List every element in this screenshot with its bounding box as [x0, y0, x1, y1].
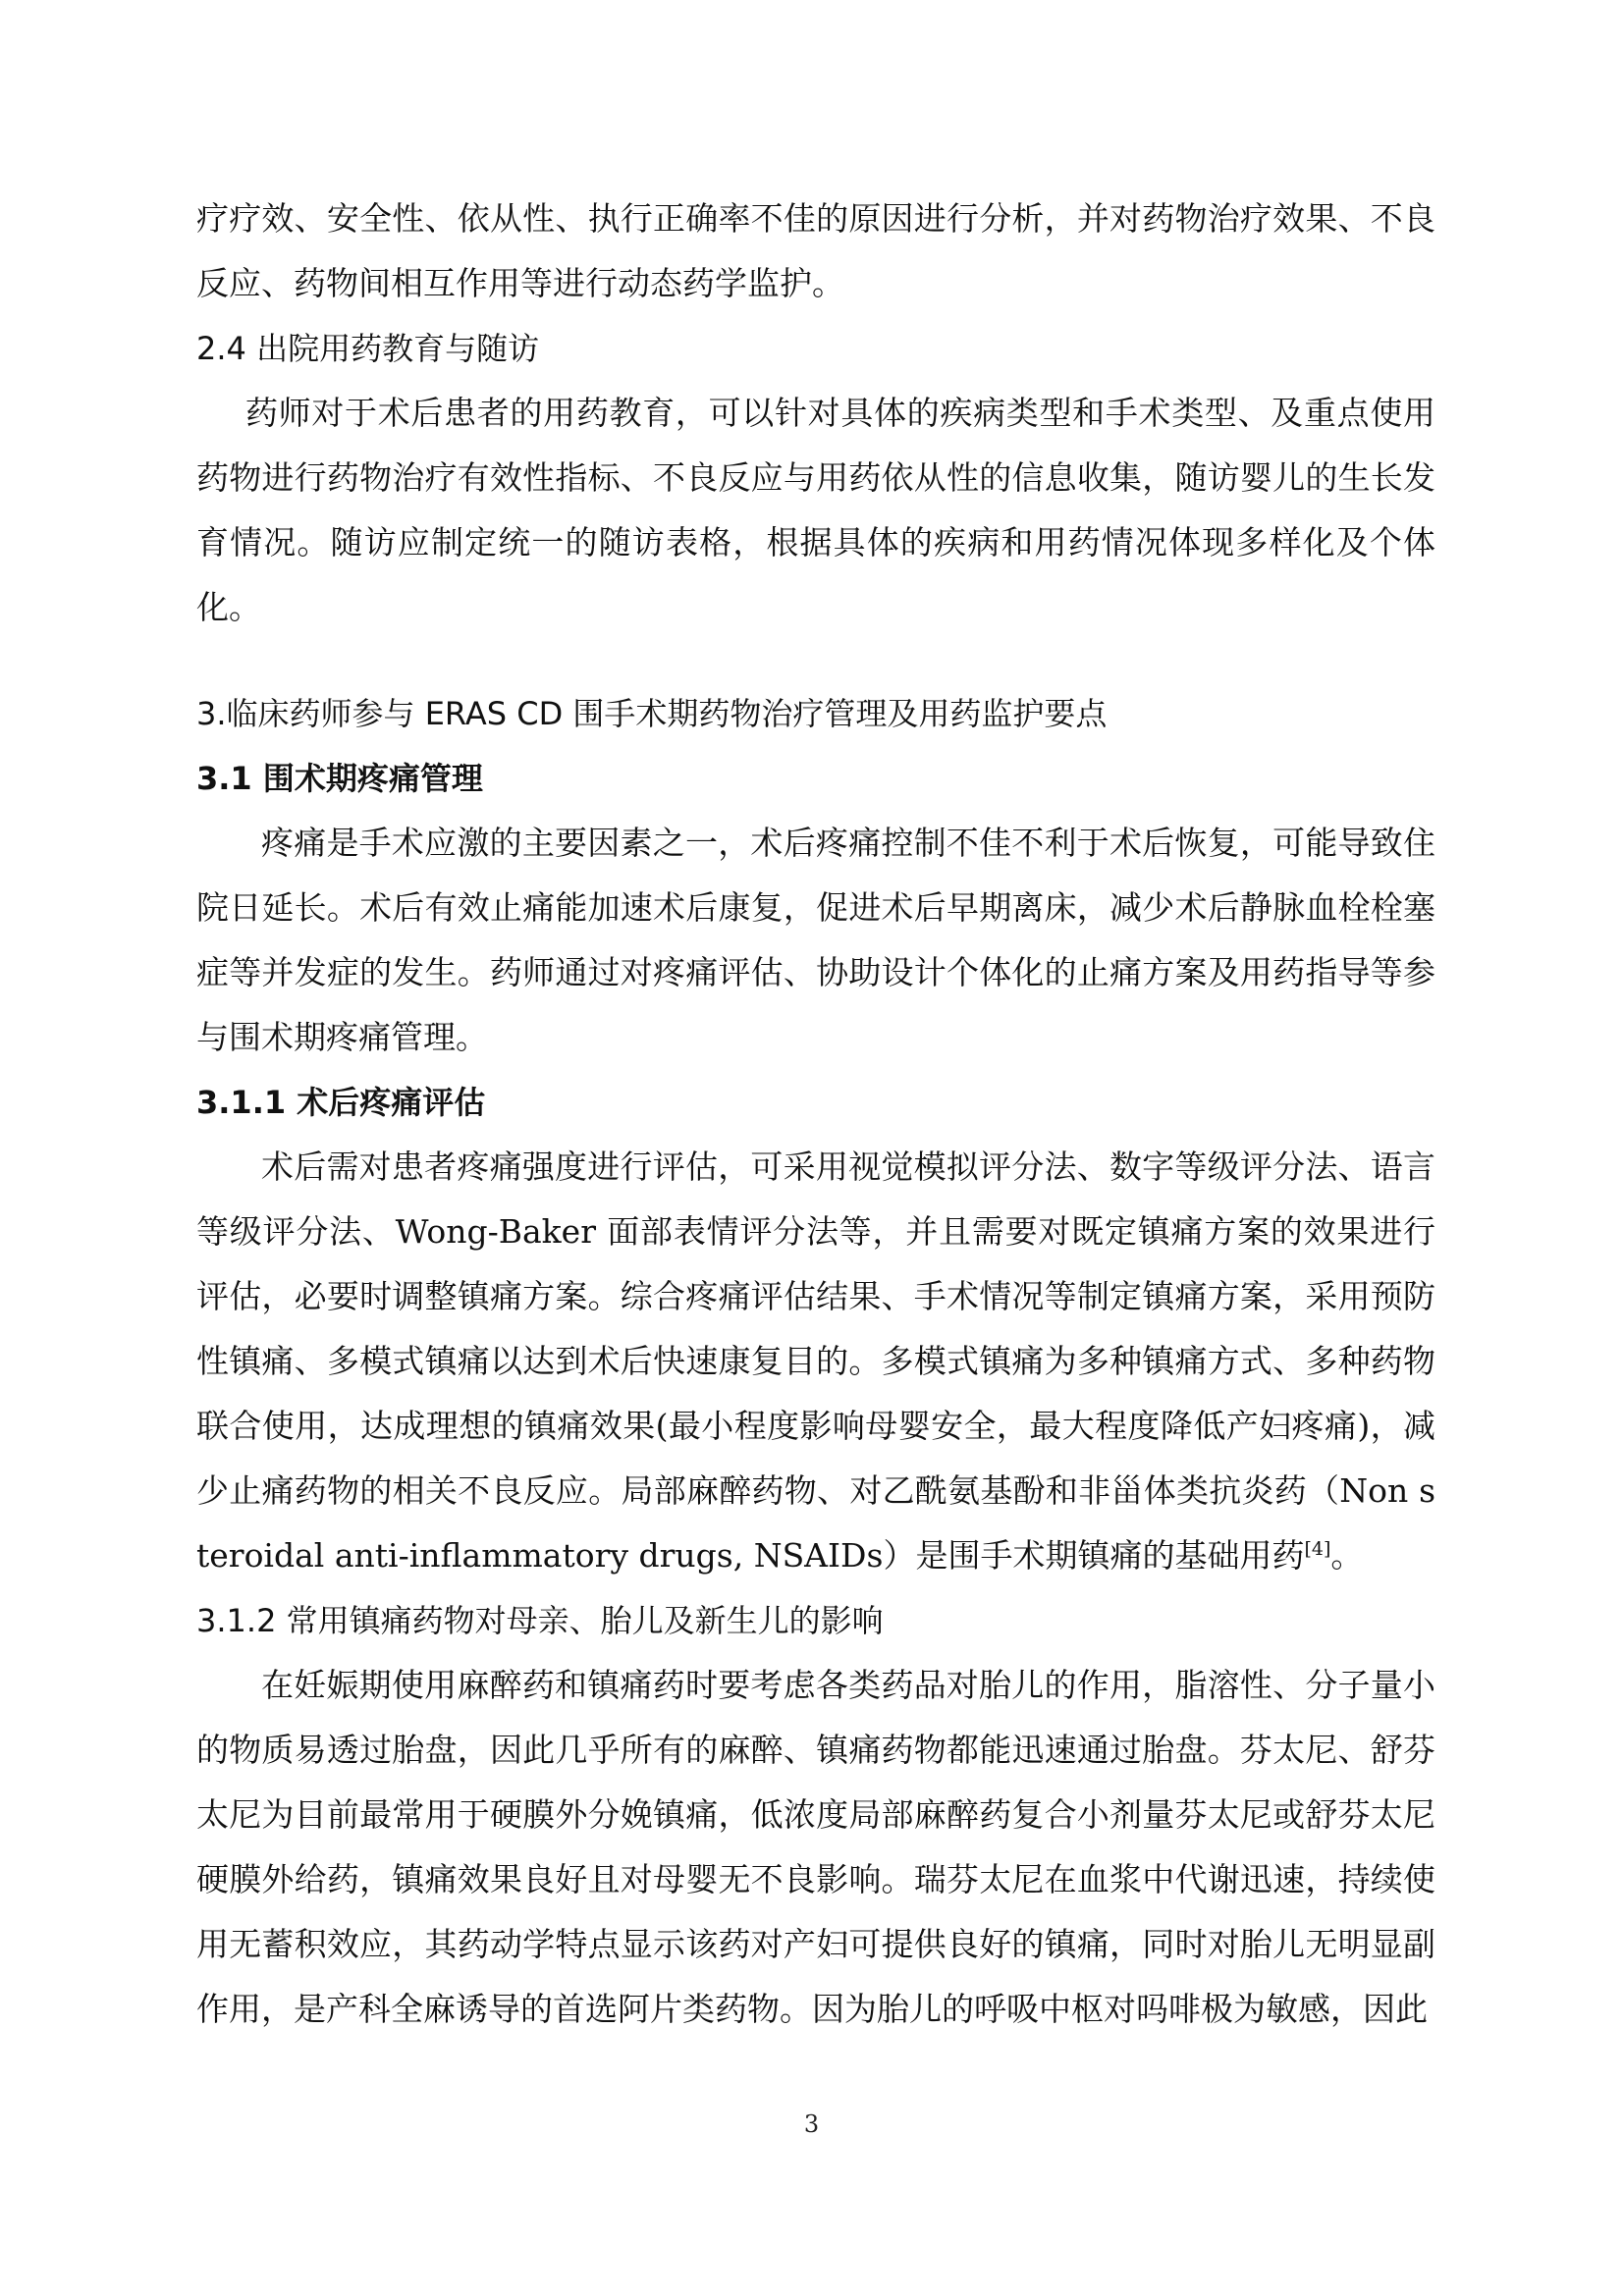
section-heading-3-1: 3.1 围术期疼痛管理	[196, 760, 483, 797]
document-body	[196, 187, 1435, 2042]
section-gap	[196, 640, 1435, 681]
section-heading-2-4: 2.4 出院用药教育与随访	[196, 330, 540, 367]
paragraph-end-punctuation: 。	[1330, 1536, 1364, 1575]
page-number: 3	[803, 2110, 820, 2138]
section-heading-3: 3.临床药师参与 ERAS CD 围手术期药物治疗管理及用药监护要点	[196, 695, 1108, 732]
paragraph-pain-assessment-text: 术后需对患者疼痛强度进行评估，可采用视觉模拟评分法、数字等级评分法、语言等级评分法、Wong-Baker 面部表情评分法等，并且需要对既定镇痛方案的效果进行评估，必要时调整镇痛方案。综合疼痛评估结果、手术情况等制定镇痛方案，采用预防性镇痛、多模式镇痛以达到术后快速康复目的。多模式镇痛为多种镇痛方式、多种药物联合使用，达成理想的镇痛效果(最小程度影响母婴安全，最大程度降低产妇疼痛)，减少止痛药物的相关不良反应。局部麻醉药物、对乙酰氨基酚和非甾体类抗炎药（Non steroidal anti-inflammatory drugs, NSAIDs）是围手术期镇痛的基础用药	[196, 1148, 1435, 1575]
citation-reference: [4]	[1304, 1538, 1331, 1560]
paragraph-pain-assessment	[196, 1135, 1435, 1588]
section-heading-3-1-1: 3.1.1 术后疼痛评估	[196, 1084, 486, 1121]
paragraph-analgesic-effects: 在妊娠期使用麻醉药和镇痛药时要考虑各类药品对胎儿的作用，脂溶性、分子量小的物质易透过胎盘，因此几乎所有的麻醉、镇痛药物都能迅速通过胎盘。芬太尼、舒芬太尼为目前最常用于硬膜外分娩镇痛，低浓度局部麻醉药复合小剂量芬太尼或舒芬太尼硬膜外给药，镇痛效果良好且对母婴无不良影响。瑞芬太尼在血浆中代谢迅速，持续使用无蓄积效应，其药动学特点显示该药对产妇可提供良好的镇痛，同时对胎儿无明显副作用，是产科全麻诱导的首选阿片类药物。因为胎儿的呼吸中枢对吗啡极为敏感，因此	[196, 1666, 1435, 2028]
paragraph-continuation: 疗疗效、安全性、依从性、执行正确率不佳的原因进行分析，并对药物治疗效果、不良反应、药物间相互作用等进行动态药学监护。	[196, 199, 1435, 302]
paragraph-pain-management: 疼痛是手术应激的主要因素之一，术后疼痛控制不佳不利于术后恢复，可能导致住院日延长。术后有效止痛能加速术后康复，促进术后早期离床，减少术后静脉血栓栓塞症等并发症的发生。药师通过对疼痛评估、协助设计个体化的止痛方案及用药指导等参与围术期疼痛管理。	[196, 824, 1435, 1056]
section-heading-3-1-2: 3.1.2 常用镇痛药物对母亲、胎儿及新生儿的影响	[196, 1602, 884, 1639]
paragraph-medication-education: 药师对于术后患者的用药教育，可以针对具体的疾病类型和手术类型、及重点使用药物进行药物治疗有效性指标、不良反应与用药依从性的信息收集，随访婴儿的生长发育情况。随访应制定统一的随访表格，根据具体的疾病和用药情况体现多样化及个体化。	[196, 394, 1435, 626]
